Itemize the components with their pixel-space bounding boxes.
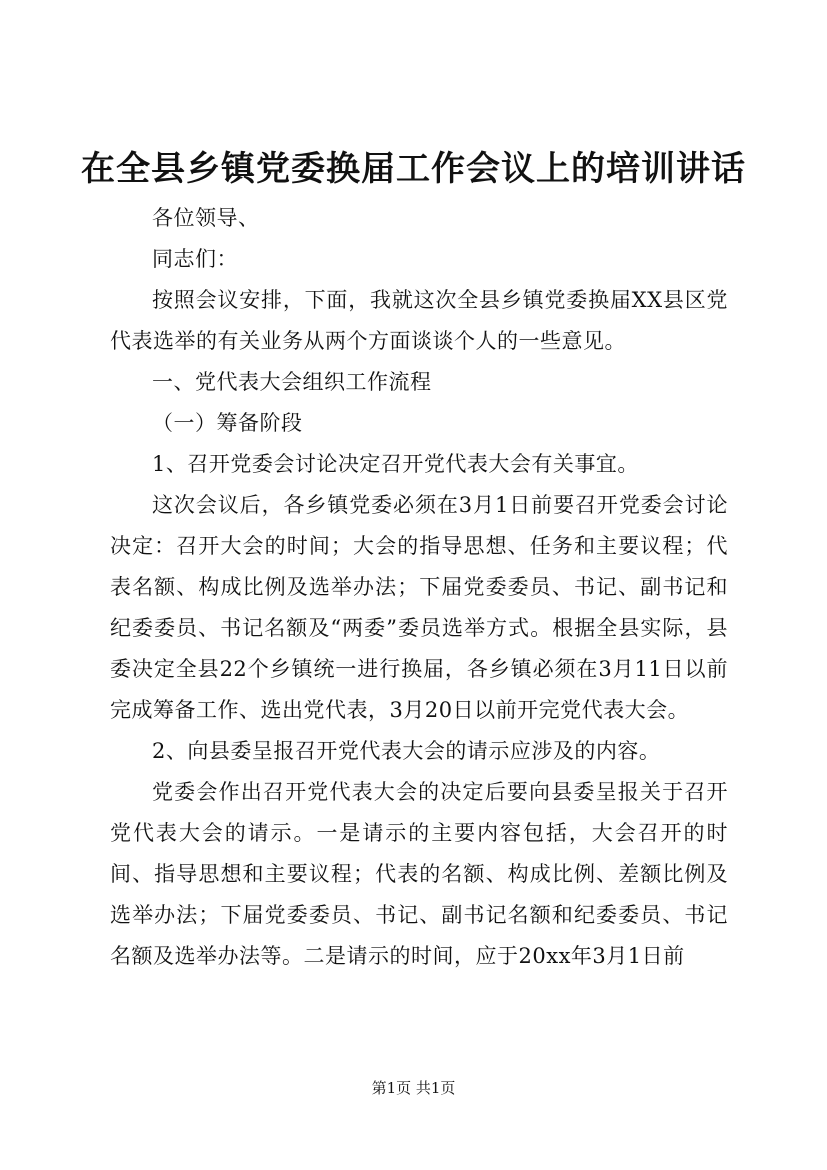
item-heading-1: 1、召开党委会讨论决定召开党代表大会有关事宜。 (152, 452, 639, 476)
body-paragraph-2: 党委会作出召开党代表大会的决定后要向县委呈报关于召开党代表大会的请示。一是请示的主要内容包括，大会召开的时间、指导思想和主要议程；代表的名额、构成比例、差额比例及选举办法；下届党委委员、书记、副书记名额和纪委委员、书记名额及选举办法等。二是请示的时间，应于20xx年3月1日前 (110, 780, 728, 968)
document-body (110, 198, 728, 977)
subsection-heading: （一）筹备阶段 (152, 411, 303, 435)
body-paragraph-1: 这次会议后，各乡镇党委必须在3月1日前要召开党委会讨论决定：召开大会的时间；大会的指导思想、任务和主要议程；代表名额、构成比例及选举办法；下届党委委员、书记、副书记和纪委委员、书记名额及“两委”委员选举方式。根据全县实际，县委决定全县22个乡镇统一进行换届，各乡镇必须在3月11日以前完成筹备工作、选出党代表，3月20日以前开完党代表大会。 (110, 493, 728, 722)
page-footer: 第1页 共1页 (371, 1079, 456, 1097)
item-heading-2: 2、向县委呈报召开党代表大会的请示应涉及的内容。 (152, 739, 661, 763)
salutation-leaders: 各位领导、 (152, 206, 260, 230)
intro-paragraph: 按照会议安排，下面，我就这次全县乡镇党委换届XX县区党代表选举的有关业务从两个方面谈谈个人的一些意见。 (110, 288, 728, 353)
document-title: 在全县乡镇党委换届工作会议上的培训讲话 (81, 149, 746, 189)
salutation-comrades: 同志们： (152, 247, 238, 271)
section-heading: 一、党代表大会组织工作流程 (152, 370, 432, 394)
